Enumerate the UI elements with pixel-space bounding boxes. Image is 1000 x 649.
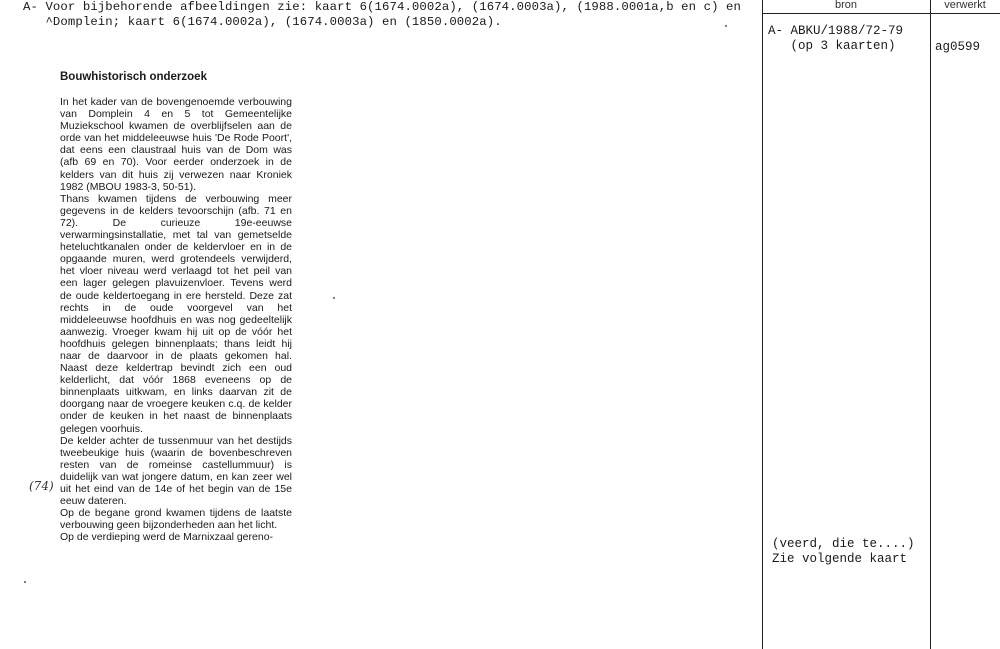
column-divider-right: [930, 0, 931, 649]
header-line-2: ^Domplein; kaart 6(1674.0002a), (1674.0003a) en (1850.0002a).: [23, 15, 502, 29]
article-body: [60, 96, 292, 543]
column-header-bron: bron: [834, 0, 858, 11]
column-header-rule: [762, 13, 1000, 14]
scan-speck: [725, 25, 727, 27]
article-paragraph-4: Op de begane grond kwamen tijdens de laatste verbouwing geen bijzonderheden aan het licht.: [60, 507, 292, 532]
scan-speck: [333, 297, 335, 299]
margin-note-handwritten: (74): [29, 479, 54, 493]
article-title: Bouwhistorisch onderzoek: [60, 71, 207, 83]
bron-reference-line-2: (op 3 kaarten): [768, 39, 896, 53]
column-header-verwerkt: verwerkt: [944, 0, 986, 11]
article-paragraph-1: In het kader van de bovengenoemde verbouwing van Domplein 4 en 5 tot Gemeentelijke Muziekschool kwamen de overblijfselen aan de orde van het middeleeuwse huis 'De Rode Poort', dat eens een claustraal huis van de Dom was (afb 69 en 70). Voor eerder onderzoek in de kelders van dit huis zij verwezen naar Kroniek 1982 (MBOU 1983-3, 50-51).: [60, 96, 292, 193]
article-paragraph-5: Op de verdieping werd de Marnixzaal gereno-: [60, 531, 274, 544]
bron-continued-line-2: Zie volgende kaart: [772, 552, 908, 566]
article-paragraph-3: De kelder achter de tussenmuur van het destijds tweebeukige huis (waarin de bovenbeschreven resten van de romeinse castellummuur) is duidelijk van wat jongere datum, en kan zeer wel uit het eind van de 14e of het begin van de 15e eeuw dateren.: [60, 434, 292, 508]
verwerkt-code: ag0599: [935, 40, 981, 54]
header-line-1: A- Voor bijbehorende afbeeldingen zie: kaart 6(1674.0002a), (1674.0003a), (1988.0001a,b en c) en: [23, 0, 742, 14]
column-divider-left: [762, 0, 763, 649]
scan-speck: [24, 581, 26, 583]
bron-continued-line-1: (veerd, die te....): [772, 537, 915, 551]
bron-reference-line-1: A- ABKU/1988/72-79: [768, 24, 904, 38]
article-paragraph-2: Thans kwamen tijdens de verbouwing meer gegevens in de kelders tevoorschijn (afb. 71 en 72). De curieuze 19e-eeuwse verwarmingsinstallatie, met tal van gemetselde heteluchtkanalen onder de keldervloer en in de opgaande muren, werd grotendeels verwijderd, het vloer niveau werd verlaagd tot het peil van een lager gelegen plavuizenvloer. Tevens werd de oude keldertoegang in ere hersteld. Deze zat rechts in de oude voorgevel van het middeleeuwse hoofdhuis en was nog gedeeltelijk aanwezig. Vroeger kwam hij uit op de vóór het hoofdhuis gelegen binnenplaats; thans leidt hij naar de daarvoor in de plaats gekomen hal. Naast deze keldertrap bevindt zich een oud kelderlicht, dat vóór 1868 eveneens op de binnenplaats uitkwam, en links daarvan zit de doorgang naar de vroegere keuken c.q. de kelder onder de keuken in het naast de binnenplaats gelegen voorhuis.: [60, 192, 292, 435]
